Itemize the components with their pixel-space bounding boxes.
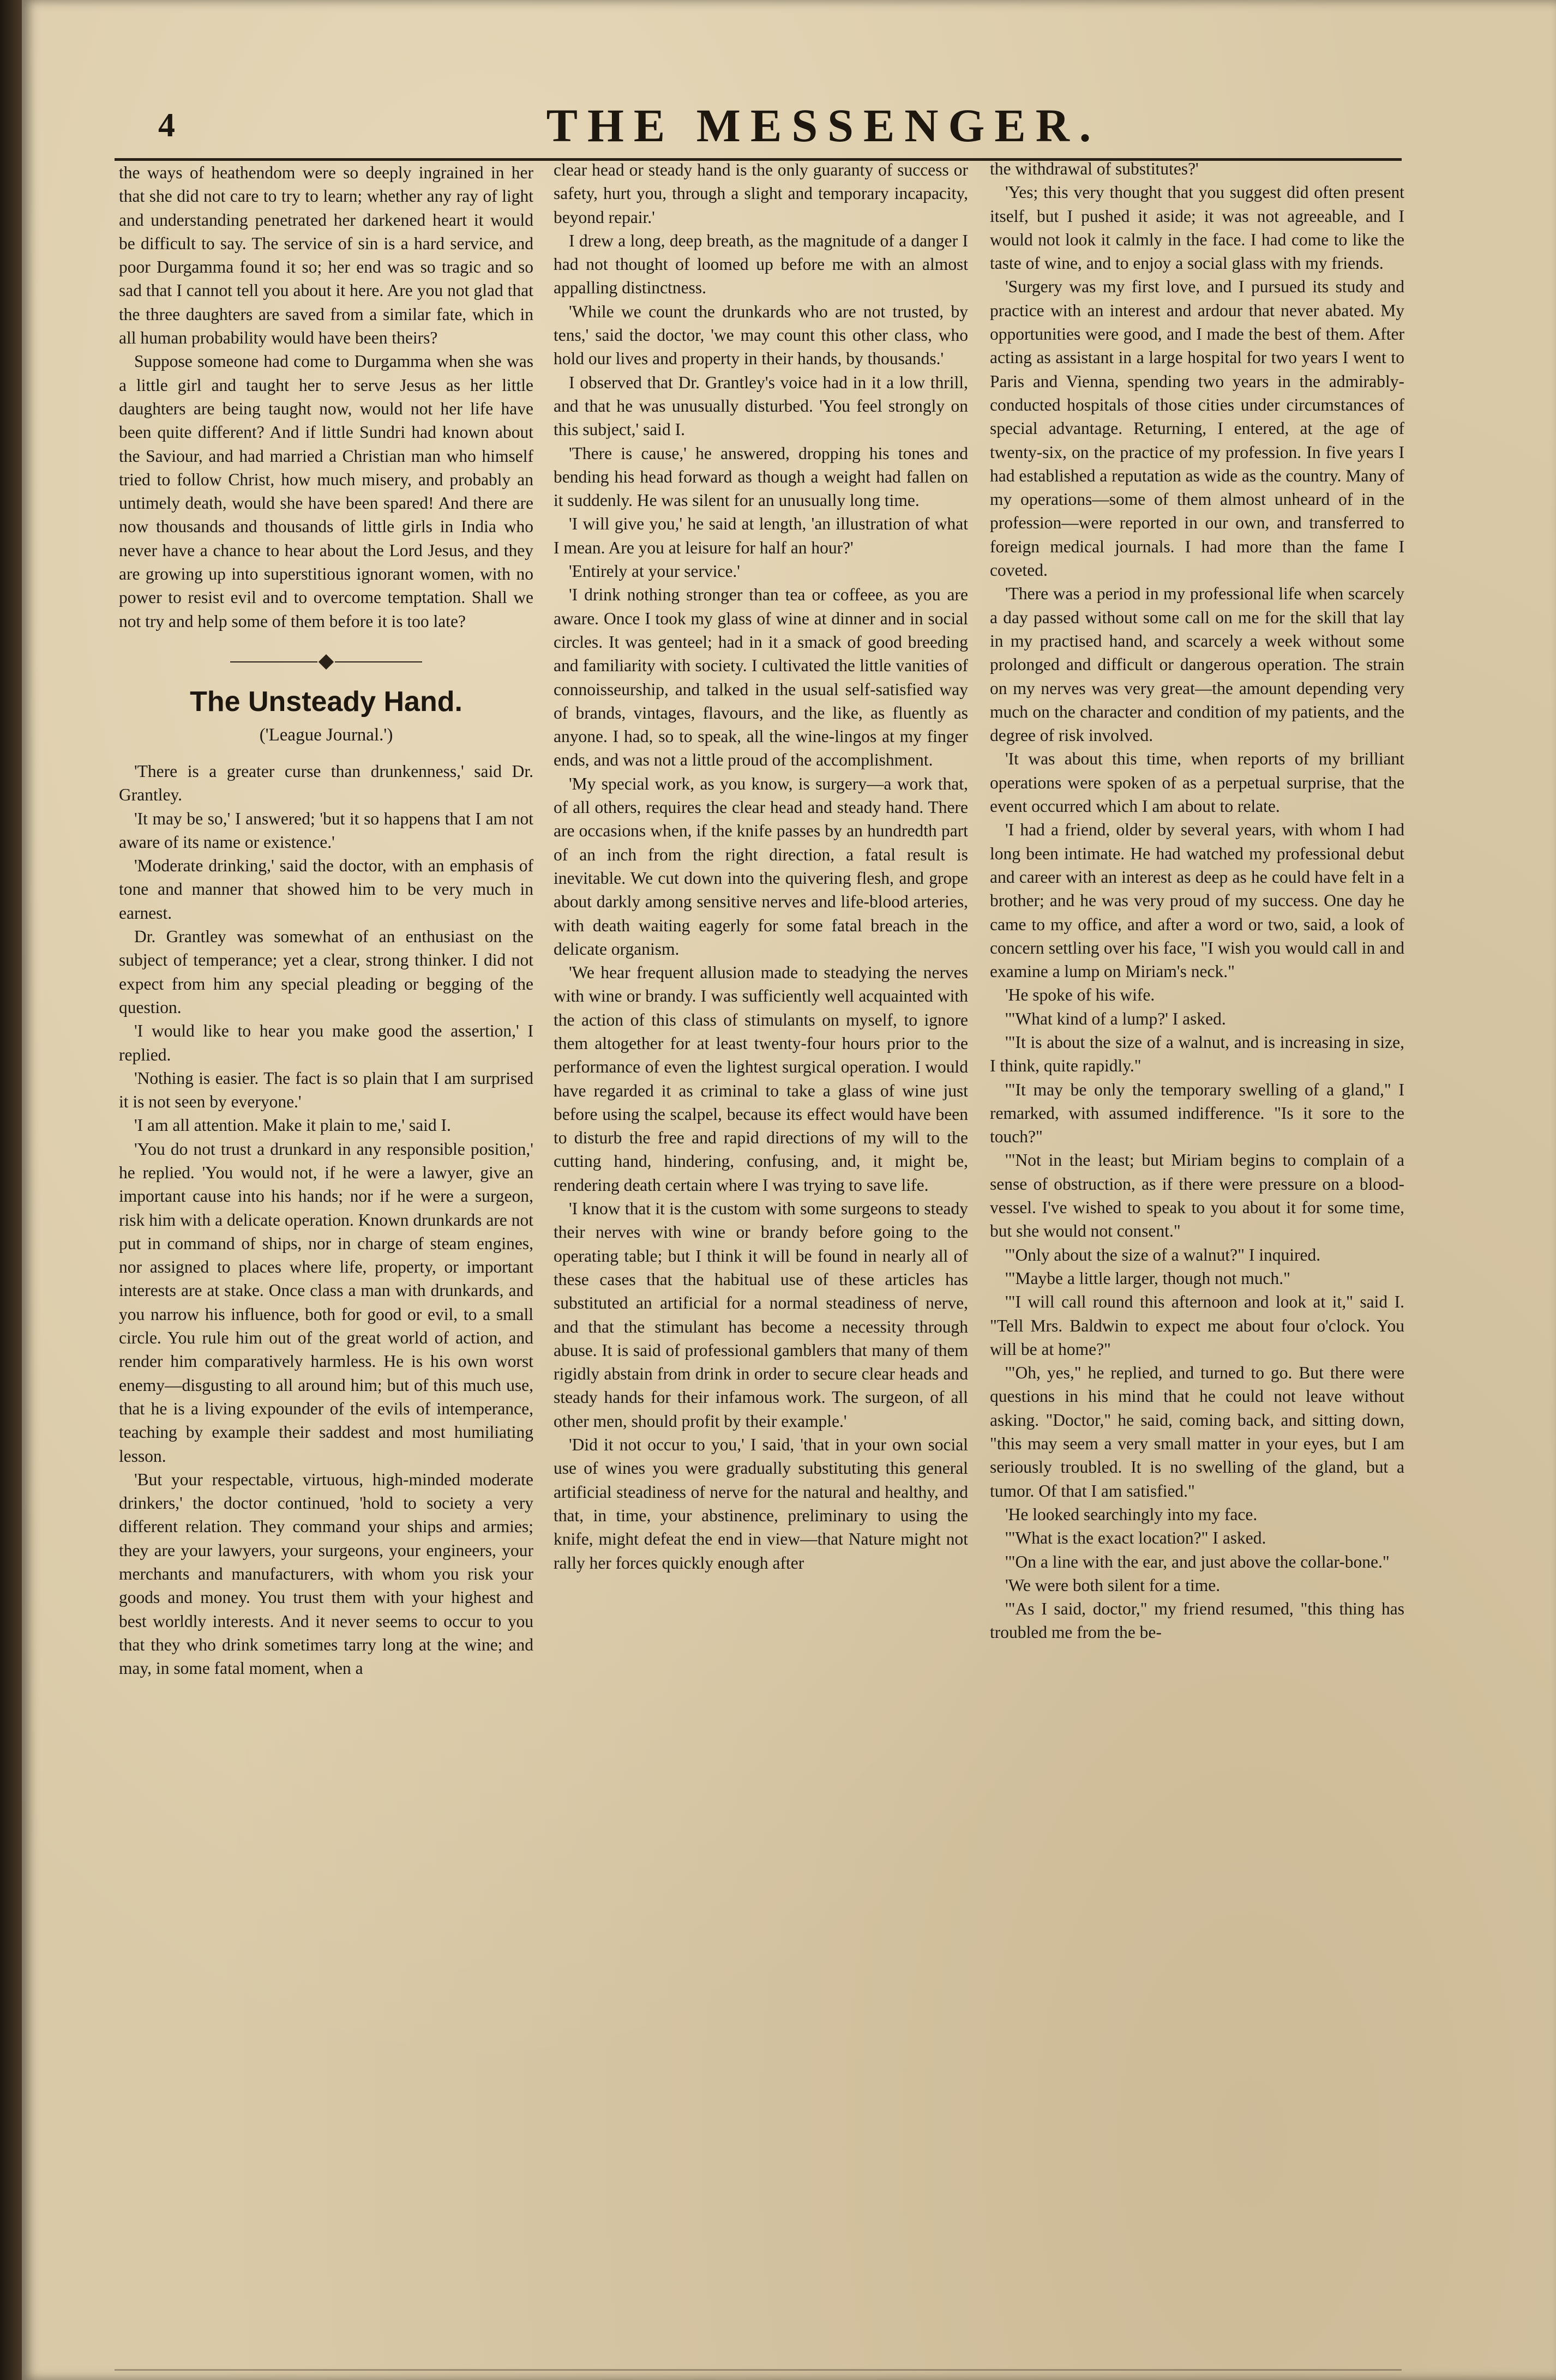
article-paragraph: '"Not in the least; but Miriam begins to complain of a sense of obstruction, as if there were pressure on a blood-vessel. I've wished to speak to you about it for some time, but she would not consent." — [990, 1150, 1404, 1241]
article-paragraph: 'While we count the drunkards who are not trusted, by tens,' said the doctor, 'we may count this other class, who hold our lives and property in their hands, by thousands.' — [554, 302, 968, 369]
page-spine-shadow — [0, 0, 22, 2380]
article-paragraph: 'I am all attention. Make it plain to me,' said I. — [134, 1116, 451, 1135]
article-paragraph: 'It was about this time, when reports of my brilliant operations were spoken of as a perpetual surprise, that the event occurred which I am about to relate. — [990, 749, 1404, 816]
article-paragraph: '"As I said, doctor," my friend resumed, "this thing has troubled me from the be- — [990, 1599, 1404, 1642]
article-paragraph: 'I drink nothing stronger than tea or coffeee, as you are aware. Once I took my glass of wine at dinner and in social circles. It was genteel; had in it a smack of good breeding and familiarity with society. I cultivated the little vanities of connoisseurship, and talked in the usual self-satisfied way of brands, vintages, flavours, and the like, as fluently as anyone. I had, so to speak, all the wine-lingos at my finger ends, and was not a little proud of the accomplishment. — [554, 585, 968, 770]
article-paragraph: '"It may be only the temporary swelling of a gland," I remarked, with assumed indifference. "Is it sore to the touch?" — [990, 1080, 1404, 1147]
article-paragraph: 'He looked searchingly into my face. — [1005, 1504, 1258, 1524]
article-paragraph: clear head or steady hand is the only guaranty of success or safety, hurt you, through a slight and temporary incapacity, beyond repair.' — [554, 160, 968, 227]
article-paragraph: 'There was a period in my professional life when scarcely a day passed without some call on me for the skill that lay in my practised hand, and scarcely a week without some prolonged and difficult or dangerous operation. The strain on my nerves was very great—the amount depending very much on the character and condition of my patients, and the degree of risk involved. — [990, 584, 1404, 745]
article-paragraph: 'Yes; this very thought that you suggest did often present itself, but I pushed it aside; it was not agreeable, and I would not look it calmly in the face. I had come to like the taste of wine, and to enjoy a social glass with my friends. — [990, 183, 1404, 273]
article-paragraph: the withdrawal of substitutes?' — [990, 159, 1199, 178]
article-paragraph: '"Oh, yes," he replied, and turned to go. But there were questions in his mind that he could not leave without asking. "Doctor," he said, coming back, and sitting down, "this may seem a very small matter in your eyes, but I am seriously troubled. It is no swelling of the gland, but a tumor. Of that I am satisfied." — [990, 1363, 1404, 1501]
article-paragraph: 'We were both silent for a time. — [1005, 1575, 1221, 1595]
article-paragraph: 'I will give you,' he said at length, 'an illustration of what I mean. Are you at leisure for half an hour?' — [554, 514, 968, 557]
article-paragraph: 'There is cause,' he answered, dropping his tones and bending his head forward as though a weight had fallen on it suddenly. He was silent for an unusually long time. — [554, 443, 968, 510]
article-paragraph: 'You do not trust a drunkard in any responsible position,' he replied. 'You would not, if he were a lawyer, give an important cause into his hands; nor if he were a surgeon, risk him with a delicate operation. Known drunkards are not put in command of ships, nor in charge of steam engines, nor assigned to places where life, property, or important interests are at stake. Once class a man with drunkards, and you narrow his influence, both for good or evil, to a small circle. You rule him out of the great world of action, and render him comparatively harmless. He is his own worst enemy—disgusting to all around him; but of this much use, that he is a living expounder of the evils of intemperance, teaching by example their saddest and most humiliating lesson. — [119, 1139, 533, 1466]
intro-paragraph: the ways of heathendom were so deeply ingrained in her that she did not care to try to learn; whether any ray of light and understanding penetrated her darkened heart it would be difficult to say. The service of sin is a hard service, and poor Durgamma found it so; her end was so tragic and so sad that I cannot tell you about it here. Are you not glad that the three daughters are saved from a similar fate, which in all human probability would have been theirs? — [119, 163, 533, 348]
article-paragraph: 'Surgery was my first love, and I pursued its study and practice with an interest and ardour that never abated. My opportunities were good, and I made the best of them. After acting as assistant in a large hospital for two years I went to Paris and Vienna, spending two years in the admirably-conducted hospitals of those cities under circumstances of special advantage. Returning, I entered, at the age of twenty-six, on the practice of my profession. In five years I had established a reputation as wide as the country. Many of my operations—some of them almost unheard of in the profession—were reported in our own, and transferred to foreign medical journals. I had more than the fame I coveted. — [990, 277, 1404, 580]
masthead-title: THE MESSENGER. — [546, 99, 1101, 152]
article-paragraph: I drew a long, deep breath, as the magnitude of a danger I had not thought of loomed up before me with an almost appalling distinctness. — [554, 231, 968, 298]
column-1 — [119, 161, 533, 1680]
article-paragraph: 'Moderate drinking,' said the doctor, with an emphasis of tone and manner that showed him to be very much in earnest. — [119, 856, 533, 923]
article-paragraph: '"Maybe a little larger, though not much." — [1005, 1268, 1290, 1288]
article-paragraph: 'We hear frequent allusion made to steadying the nerves with wine or brandy. I was sufficiently well acquainted with the action of this class of stimulants on myself, to ignore them altogether for at least twenty-four hours prior to the performance of even the lightest surgical operation. I would have regarded it as criminal to take a glass of wine just before using the scalpel, because its effect would have been to disturb the free and rapid directions of my will to the cutting hand, hindering, confusing, and, it might be, rendering death certain where I was trying to save life. — [554, 963, 968, 1195]
article-paragraph: 'I had a friend, older by several years, with whom I had long been intimate. He had watched my professional debut and career with an interest as deep as he could have felt in a brother; and he was very proud of my success. One day he came to my office, and after a word or two, said, a look of concern settling over his face, "I wish you would call in and examine a lump on Miriam's neck." — [990, 820, 1404, 981]
article-paragraph: '"Only about the size of a walnut?" I inquired. — [1005, 1245, 1321, 1264]
article-paragraph: 'Did it not occur to you,' I said, 'that in your own social use of wines you were gradually substituting this general artificial steadiness of nerve for the natural and healthy, and that, in time, your abstinence, preliminary to using the knife, might defeat the end in view—that Nature might not rally her forces quickly enough after — [554, 1435, 968, 1572]
section-divider — [119, 652, 533, 668]
intro-paragraph: Suppose someone had come to Durgamma when she was a little girl and taught her to serve Jesus as her little daughters are being taught now, would not her life have been quite different? And if little Sundri had known about the Saviour, and had married a Christian man who himself tried to follow Christ, how much misery, and probably an untimely death, would she have been spared! And there are now thousands and thousands of little girls in India who never have a chance to hear about the Lord Jesus, and they are growing up into superstitious ignorant women, with no power to resist evil and to overcome temptation. Shall we not try and help some of them before it is too late? — [119, 352, 533, 631]
article-paragraph: 'Entirely at your service.' — [569, 562, 740, 581]
article-paragraph: 'There is a greater curse than drunkenness,' said Dr. Grantley. — [119, 761, 533, 805]
article-paragraph: 'He spoke of his wife. — [1005, 985, 1155, 1005]
article-paragraph: '"On a line with the ear, and just above the collar-bone." — [1005, 1552, 1390, 1571]
column-2 — [554, 158, 968, 1575]
article-paragraph: 'I know that it is the custom with some surgeons to steady their nerves with wine or brandy before going to the operating table; but I think it will be found in nearly all of these cases that the habitual use of these articles has substituted an artificial for a normal steadiness of nerve, and that the stimulant has become a necessity through abuse. It is said of professional gamblers that many of them rigidly abstain from drink in order to secure clear heads and steady hands for their infamous work. The surgeon, of all other men, should profit by their example.' — [554, 1199, 968, 1431]
page-bottom-edge — [115, 2369, 1402, 2371]
article-paragraph: 'Nothing is easier. The fact is so plain that I am surprised it is not seen by everyone.' — [119, 1068, 533, 1112]
article-source: ('League Journal.') — [259, 725, 393, 745]
article-paragraph: '"What is the exact location?" I asked. — [1005, 1528, 1266, 1548]
article-paragraph: 'It may be so,' I answered; 'but it so happens that I am not aware of its name or existence.' — [119, 809, 533, 852]
article-paragraph: '"What kind of a lump?' I asked. — [1005, 1009, 1226, 1028]
article-paragraph: 'But your respectable, virtuous, high-minded moderate drinkers,' the doctor continued, 'hold to society a very different relation. They command your ships and armies; they are your lawyers, your surgeons, your engineers, your merchants and manufacturers, with whom you risk your goods and money. You trust them with your highest and best worldly interests. And it never seems to occur to you that they who drink sometimes tarry long at the wine; and may, in some fatal moment, when a — [119, 1469, 533, 1678]
article-paragraph: 'I would like to hear you make good the assertion,' I replied. — [119, 1021, 533, 1064]
article-title: The Unsteady Hand. — [190, 685, 462, 718]
page-number: 4 — [158, 107, 175, 144]
column-3 — [990, 157, 1404, 1644]
article-paragraph: '"I will call round this afternoon and look at it," said I. "Tell Mrs. Baldwin to expect me about four o'clock. You will be at home?" — [990, 1292, 1404, 1359]
article-paragraph: 'My special work, as you know, is surgery—a work that, of all others, requires the clear head and steady hand. There are occasions when, if the knife passes by an hundredth part of an inch from the right direction, a fatal result is inevitable. We cut down into the quivering flesh, and grope about darkly among sensitive nerves and life-blood arteries, with death waiting eagerly for some fatal breach in the delicate organism. — [554, 774, 968, 959]
article-paragraph: I observed that Dr. Grantley's voice had in it a low thrill, and that he was unusually disturbed. 'You feel strongly on this subject,' said I. — [554, 372, 968, 439]
article-paragraph: '"It is about the size of a walnut, and is increasing in size, I think, quite rapidly." — [990, 1032, 1404, 1076]
article-paragraph: Dr. Grantley was somewhat of an enthusiast on the subject of temperance; yet a clear, strong thinker. I did not expect from him any special pleading or begging of the question. — [119, 927, 533, 1017]
